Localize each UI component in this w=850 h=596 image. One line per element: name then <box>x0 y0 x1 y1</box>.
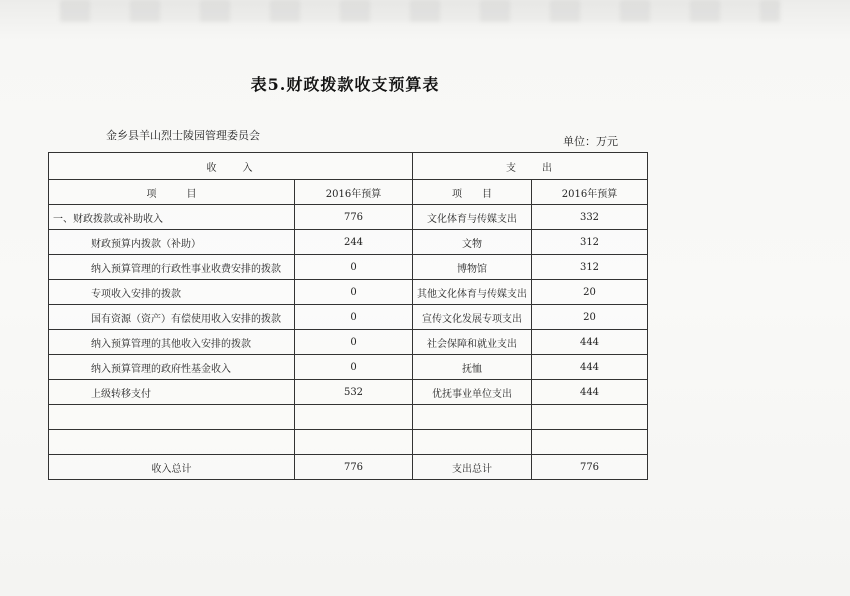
expense-item-cell: 优抚事业单位支出 <box>413 380 532 405</box>
income-value-cell: 0 <box>295 330 413 355</box>
budget-table <box>48 152 648 480</box>
budget-table-body <box>49 153 648 480</box>
income-item-cell: 专项收入安排的拨款 <box>49 280 295 305</box>
income-budget-header: 2016年预算 <box>295 180 413 205</box>
expense-value-cell <box>532 430 648 455</box>
organization-name: 金乡县羊山烈士陵园管理委员会 <box>106 129 260 142</box>
expense-value-cell: 444 <box>532 330 648 355</box>
income-value-cell: 0 <box>295 355 413 380</box>
expense-item-cell: 文化体育与传媒支出 <box>413 205 532 230</box>
table-row <box>49 305 648 330</box>
expense-value-cell: 444 <box>532 355 648 380</box>
totals-row <box>49 455 648 480</box>
table-row <box>49 330 648 355</box>
expense-section-header: 支 出 <box>413 153 648 180</box>
table-row <box>49 205 648 230</box>
income-item-cell <box>49 430 295 455</box>
expense-item-cell: 宣传文化发展专项支出 <box>413 305 532 330</box>
table-row <box>49 255 648 280</box>
income-item-cell: 纳入预算管理的其他收入安排的拨款 <box>49 330 295 355</box>
income-item-cell: 纳入预算管理的政府性基金收入 <box>49 355 295 380</box>
income-value-cell: 0 <box>295 280 413 305</box>
scan-artifact <box>60 0 780 22</box>
income-value-cell <box>295 430 413 455</box>
expense-value-cell <box>532 405 648 430</box>
section-header-row <box>49 153 648 180</box>
expense-value-cell: 332 <box>532 205 648 230</box>
expense-item-header: 项 目 <box>413 180 532 205</box>
expense-total-value: 776 <box>532 455 648 480</box>
expense-item-cell: 社会保障和就业支出 <box>413 330 532 355</box>
income-item-cell: 一、财政拨款或补助收入 <box>49 205 295 230</box>
table-row <box>49 355 648 380</box>
income-item-cell: 国有资源（资产）有偿使用收入安排的拨款 <box>49 305 295 330</box>
expense-item-cell: 博物馆 <box>413 255 532 280</box>
unit-label: 单位：万元 <box>563 135 618 148</box>
table-row <box>49 380 648 405</box>
column-header-row <box>49 180 648 205</box>
income-total-value: 776 <box>295 455 413 480</box>
income-value-cell: 0 <box>295 255 413 280</box>
expense-item-cell: 其他文化体育与传媒支出 <box>413 280 532 305</box>
expense-value-cell: 312 <box>532 255 648 280</box>
income-item-cell: 纳入预算管理的行政性事业收费安排的拨款 <box>49 255 295 280</box>
page-title: 表5.财政拨款收支预算表 <box>250 75 440 94</box>
expense-value-cell: 20 <box>532 305 648 330</box>
expense-budget-header: 2016年预算 <box>532 180 648 205</box>
income-value-cell <box>295 405 413 430</box>
income-value-cell: 0 <box>295 305 413 330</box>
income-item-header: 项 目 <box>49 180 295 205</box>
income-value-cell: 532 <box>295 380 413 405</box>
expense-total-label: 支出总计 <box>413 455 532 480</box>
income-item-cell: 上级转移支付 <box>49 380 295 405</box>
expense-item-cell <box>413 430 532 455</box>
income-value-cell: 776 <box>295 205 413 230</box>
table-row <box>49 405 648 430</box>
expense-item-cell: 抚恤 <box>413 355 532 380</box>
income-item-cell <box>49 405 295 430</box>
income-value-cell: 244 <box>295 230 413 255</box>
income-total-label: 收入总计 <box>49 455 295 480</box>
table-row <box>49 430 648 455</box>
income-section-header: 收 入 <box>49 153 413 180</box>
table-row <box>49 230 648 255</box>
table-row <box>49 280 648 305</box>
expense-item-cell: 文物 <box>413 230 532 255</box>
expense-value-cell: 444 <box>532 380 648 405</box>
income-item-cell: 财政预算内拨款（补助） <box>49 230 295 255</box>
expense-value-cell: 20 <box>532 280 648 305</box>
expense-value-cell: 312 <box>532 230 648 255</box>
expense-item-cell <box>413 405 532 430</box>
